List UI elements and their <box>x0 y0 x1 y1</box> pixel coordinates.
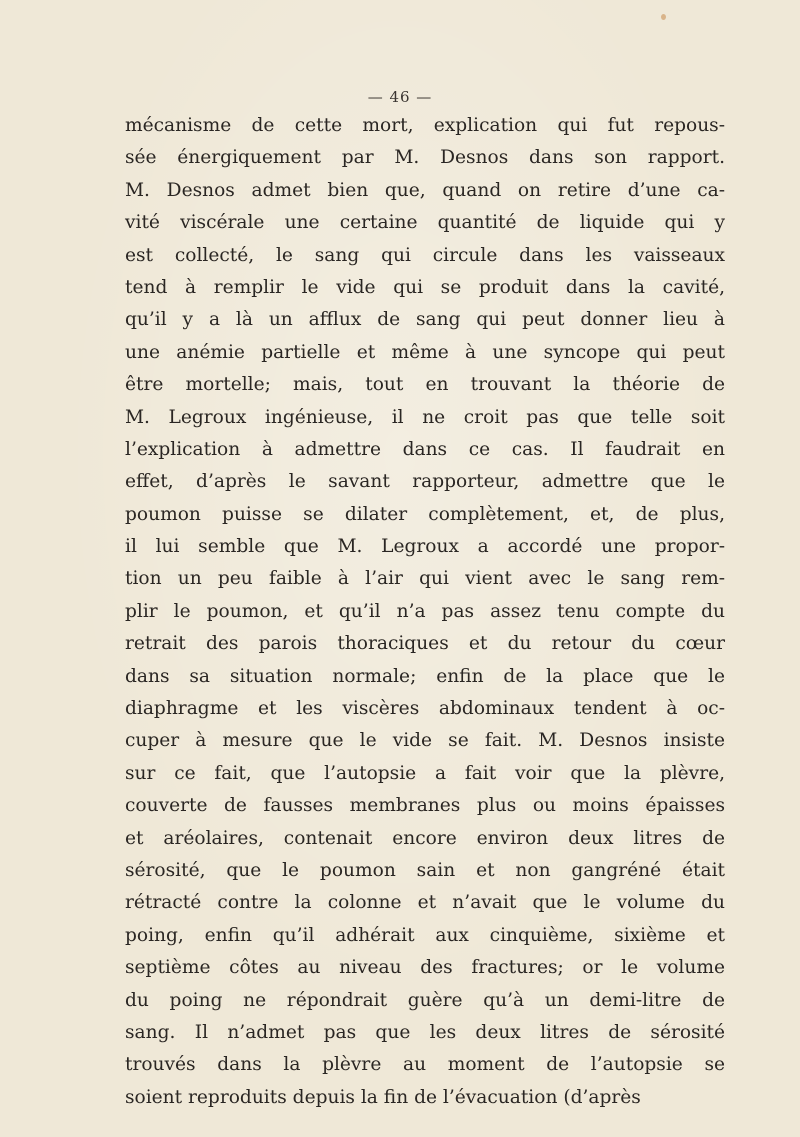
text-line: sang. Il n’admet pas que les deux litres de sérosité <box>125 1021 725 1043</box>
text-line: vité viscérale une certaine quantité de liquide qui y <box>125 212 725 234</box>
text-line: soient reproduits depuis la fin de l’évacuation (d’après <box>125 1086 641 1108</box>
page-number: — 46 — <box>367 88 433 106</box>
text-line: être mortelle; mais, tout en trouvant la théorie de <box>125 374 725 396</box>
text-line: M. Desnos admet bien que, quand on retire d’une ca- <box>125 179 725 201</box>
text-line: retrait des parois thoraciques et du retour du cœur <box>125 633 725 655</box>
text-line: et aréolaires, contenait encore environ deux litres de <box>125 827 725 849</box>
text-line: septième côtes au niveau des fractures; or le volume <box>125 957 725 979</box>
text-line: trouvés dans la plèvre au moment de l’autopsie se <box>125 1054 725 1076</box>
paper-speck <box>661 14 666 20</box>
text-line: tion un peu faible à l’air qui vient avec le sang rem- <box>125 568 725 590</box>
text-line: poing, enfin qu’il adhérait aux cinquième, sixième et <box>125 924 725 946</box>
text-line: du poing ne répondrait guère qu’à un demi-litre de <box>125 989 725 1011</box>
text-line: couverte de fausses membranes plus ou moins épaisses <box>125 795 725 817</box>
text-line: sérosité, que le poumon sain et non gangréné était <box>125 859 725 881</box>
text-line: plir le poumon, et qu’il n’a pas assez tenu compte du <box>125 600 725 622</box>
text-line: tend à remplir le vide qui se produit dans la cavité, <box>125 276 725 298</box>
text-line: effet, d’après le savant rapporteur, admettre que le <box>125 471 725 493</box>
text-line: rétracté contre la colonne et n’avait que le volume du <box>125 892 725 914</box>
text-line: il lui semble que M. Legroux a accordé une propor- <box>125 536 725 558</box>
text-line: M. Legroux ingénieuse, il ne croit pas que telle soit <box>125 406 725 428</box>
text-line: mécanisme de cette mort, explication qui fut repous- <box>125 115 725 136</box>
text-line: une anémie partielle et même à une syncope qui peut <box>125 341 725 363</box>
text-line: sur ce fait, que l’autopsie a fait voir que la plèvre, <box>125 762 725 784</box>
text-line: cuper à mesure que le vide se fait. M. Desnos insiste <box>125 730 725 752</box>
text-line: sée énergiquement par M. Desnos dans son rapport. <box>125 147 725 169</box>
text-line: qu’il y a là un afflux de sang qui peut donner lieu à <box>125 309 725 331</box>
text-line: dans sa situation normale; enfin de la place que le <box>125 665 725 687</box>
body-text <box>125 110 725 1114</box>
text-line: est collecté, le sang qui circule dans les vaisseaux <box>125 244 725 266</box>
text-line: l’explication à admettre dans ce cas. Il faudrait en <box>125 438 725 460</box>
text-line: diaphragme et les viscères abdominaux tendent à oc- <box>125 698 725 720</box>
text-line: poumon puisse se dilater complètement, et, de plus, <box>125 503 725 525</box>
